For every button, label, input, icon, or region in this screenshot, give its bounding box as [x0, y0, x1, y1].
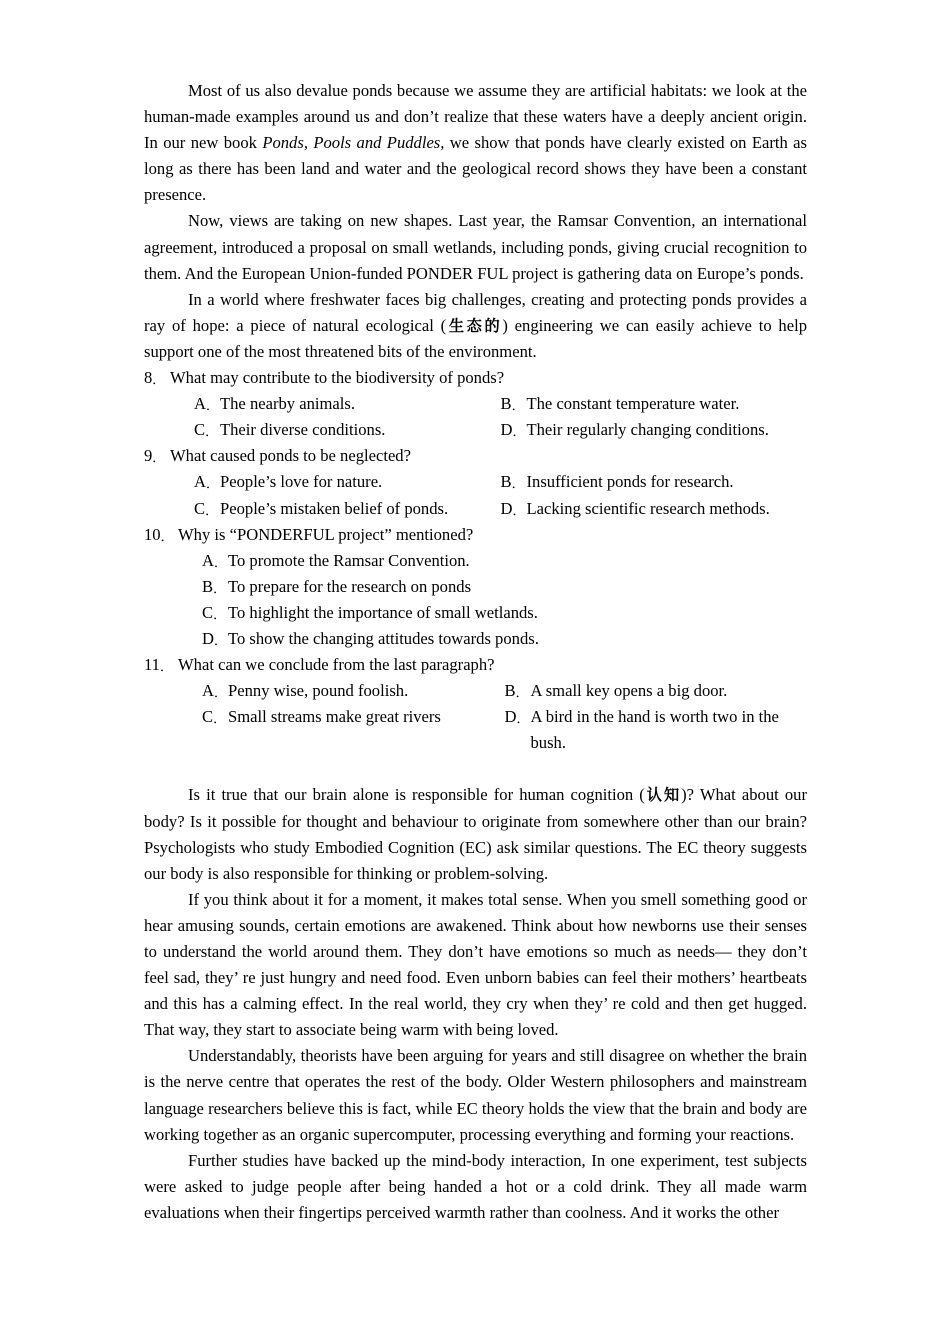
- letter-separator: ．: [205, 425, 219, 441]
- question-number: 9．: [144, 446, 166, 467]
- option-d[interactable]: [501, 496, 808, 522]
- option-text: To highlight the importance of small wetlands.: [228, 602, 538, 622]
- letter-separator: ．: [205, 399, 219, 415]
- text-run: Understandably, theorists have been arguing for years and still disagree on whether the brain is the nerve centre that operates the rest of the body. Older Western philosophers and mainstream language researchers believe this is fact, while EC theory holds the view that the brain and body are working together as an organic supercomputer, processing everything and forming your reactions.: [144, 1046, 807, 1144]
- question-10: [144, 522, 807, 652]
- option-row: [144, 704, 807, 756]
- option-text: Lacking scientific research methods.: [526, 498, 770, 518]
- question-text: What may contribute to the biodiversity of ponds?: [170, 368, 505, 388]
- letter-separator: ．: [516, 712, 530, 728]
- option-a[interactable]: [202, 548, 807, 574]
- passage-separator: [144, 756, 807, 782]
- question-text: Why is “PONDERFUL project” mentioned?: [178, 524, 474, 544]
- letter-separator: ．: [515, 686, 529, 702]
- text-run: we show that ponds have clearly existed on Earth as long as there has been land and water and the geological record shows they have been a constant presence.: [144, 133, 808, 205]
- question-number: 11．: [144, 655, 173, 676]
- question-number: 10．: [144, 524, 174, 545]
- letter-separator: ．: [512, 503, 526, 519]
- option-text: To show the changing attitudes towards ponds.: [228, 628, 539, 648]
- option-letter: C．: [194, 420, 219, 441]
- option-letter: A．: [194, 394, 219, 415]
- text-run: ) engineering we can easily achieve to help support one of the most threatened bits of the environment.: [144, 315, 807, 361]
- chinese-gloss: 生态的: [446, 316, 503, 335]
- option-letter: D．: [504, 707, 530, 728]
- option-row: [144, 469, 807, 495]
- letter-separator: ．: [213, 607, 227, 623]
- letter-separator: ．: [205, 503, 219, 519]
- option-text: A bird in the hand is worth two in the bush.: [530, 707, 779, 753]
- option-letter: A．: [202, 681, 227, 702]
- letter-separator: ．: [213, 686, 227, 702]
- passage-paragraph: [144, 1148, 807, 1226]
- passage-paragraph: [144, 887, 807, 1044]
- question-9: [144, 443, 807, 521]
- letter-separator: ．: [213, 712, 227, 728]
- text-run: Now, views are taking on new shapes. Last year, the Ramsar Convention, an international agreement, introduced a proposal on small wetlands, including ponds, giving crucial recognition to them. And the European Union-funded PONDER FUL project is gathering data on Europe’s ponds.: [144, 211, 807, 283]
- number-separator: ．: [159, 660, 173, 676]
- option-letter: C．: [194, 498, 219, 519]
- letter-separator: ．: [213, 581, 227, 597]
- option-c[interactable]: [194, 496, 501, 522]
- question-11: [144, 652, 807, 756]
- option-row: [144, 626, 807, 652]
- option-letter: A．: [194, 472, 219, 493]
- option-text: Their diverse conditions.: [220, 420, 386, 440]
- text-run: If you think about it for a moment, it makes total sense. When you smell something good or hear amusing sounds, certain emotions are awakened. Think about how newborns use their senses to understand the world around them. They don’t have emotions so much as needs— they don’t feel sad, they’ re just hungry and need food. Even unborn babies can feel their mothers’ heartbeats and this has a calming effect. In the real world, they cry when they’ re cold and then get hugged. That way, they start to associate being warm with being loved.: [144, 889, 807, 1040]
- question-stem: [144, 443, 807, 469]
- passage-paragraph: [144, 782, 807, 886]
- option-letter: B．: [202, 576, 227, 597]
- option-row: [144, 600, 807, 626]
- text-run: Most of us also devalue ponds because we assume they are artificial habitats: we look at the human-made examples around us and don’t realize that these waters have a deeply ancient origin. In our new book: [144, 81, 807, 153]
- question-stem: [144, 522, 807, 548]
- passage-paragraph: [144, 208, 807, 286]
- number-separator: ．: [160, 529, 174, 545]
- chinese-gloss: 认知: [644, 786, 682, 805]
- option-text: A small key opens a big door.: [530, 681, 728, 701]
- option-b[interactable]: [505, 678, 808, 704]
- option-letter: A．: [202, 550, 227, 571]
- letter-separator: ．: [205, 477, 219, 493]
- option-a[interactable]: [202, 678, 505, 704]
- option-c[interactable]: [202, 600, 807, 626]
- option-text: People’s mistaken belief of ponds.: [220, 498, 449, 518]
- option-text: To prepare for the research on ponds: [228, 576, 472, 596]
- option-text: Their regularly changing conditions.: [526, 420, 769, 440]
- option-d[interactable]: [501, 417, 808, 443]
- letter-separator: ．: [512, 425, 526, 441]
- option-a[interactable]: [194, 391, 501, 417]
- option-d[interactable]: [505, 704, 808, 756]
- option-letter: C．: [202, 707, 227, 728]
- question-stem: [144, 652, 807, 678]
- option-a[interactable]: [194, 469, 501, 495]
- passage-paragraph: [144, 78, 807, 208]
- option-letter: D．: [202, 628, 227, 649]
- letter-separator: ．: [213, 633, 227, 649]
- option-letter: B．: [504, 681, 529, 702]
- letter-separator: ．: [213, 555, 227, 571]
- option-text: The nearby animals.: [220, 394, 356, 414]
- text-run: In a world where freshwater faces big challenges, creating and protecting ponds provides a ray of hope: a piece of natural ecological (: [144, 289, 807, 335]
- option-letter: D．: [500, 420, 526, 441]
- option-b[interactable]: [202, 574, 807, 600]
- option-letter: C．: [202, 602, 227, 623]
- option-letter: B．: [500, 472, 525, 493]
- option-row: [144, 417, 807, 443]
- question-text: What caused ponds to be neglected?: [170, 446, 411, 466]
- passage-paragraph: [144, 287, 807, 365]
- question-text: What can we conclude from the last paragraph?: [178, 655, 495, 675]
- letter-separator: ．: [511, 399, 525, 415]
- option-text: People’s love for nature.: [220, 472, 383, 492]
- option-row: [144, 391, 807, 417]
- book-title: Ponds, Pools and Puddles,: [262, 133, 445, 153]
- page-content: [144, 78, 807, 1226]
- option-text: Penny wise, pound foolish.: [228, 681, 409, 701]
- option-row: [144, 496, 807, 522]
- option-row: [144, 678, 807, 704]
- option-b[interactable]: [501, 391, 808, 417]
- option-text: The constant temperature water.: [526, 394, 740, 414]
- question-stem: [144, 365, 807, 391]
- option-letter: B．: [500, 394, 525, 415]
- option-text: Small streams make great rivers: [228, 707, 441, 727]
- option-c[interactable]: [202, 704, 505, 730]
- option-row: [144, 574, 807, 600]
- question-8: [144, 365, 807, 443]
- passage-paragraph: [144, 1043, 807, 1147]
- number-separator: ．: [152, 451, 166, 467]
- option-text: To promote the Ramsar Convention.: [228, 550, 470, 570]
- question-number: 8．: [144, 368, 166, 389]
- letter-separator: ．: [511, 477, 525, 493]
- option-row: [144, 548, 807, 574]
- text-run: Is it true that our brain alone is responsible for human cognition (: [188, 785, 645, 805]
- questions-block: [144, 365, 807, 756]
- option-text: Insufficient ponds for research.: [526, 472, 734, 492]
- option-d[interactable]: [202, 626, 807, 652]
- number-separator: ．: [152, 373, 166, 389]
- option-letter: D．: [500, 498, 526, 519]
- text-run: Further studies have backed up the mind-body interaction, In one experiment, test subjects were asked to judge people after being handed a hot or a cold drink. They all made warm evaluations when their fingertips perceived warmth rather than coolness. And it works the other: [144, 1150, 807, 1222]
- text-run: )? What about our body? Is it possible for thought and behaviour to originate from somewhere other than our brain? Psychologists who study Embodied Cognition (EC) ask similar questions. The EC theory suggests our body is also responsible for thinking or problem-solving.: [144, 785, 807, 883]
- option-b[interactable]: [501, 469, 808, 495]
- option-c[interactable]: [194, 417, 501, 443]
